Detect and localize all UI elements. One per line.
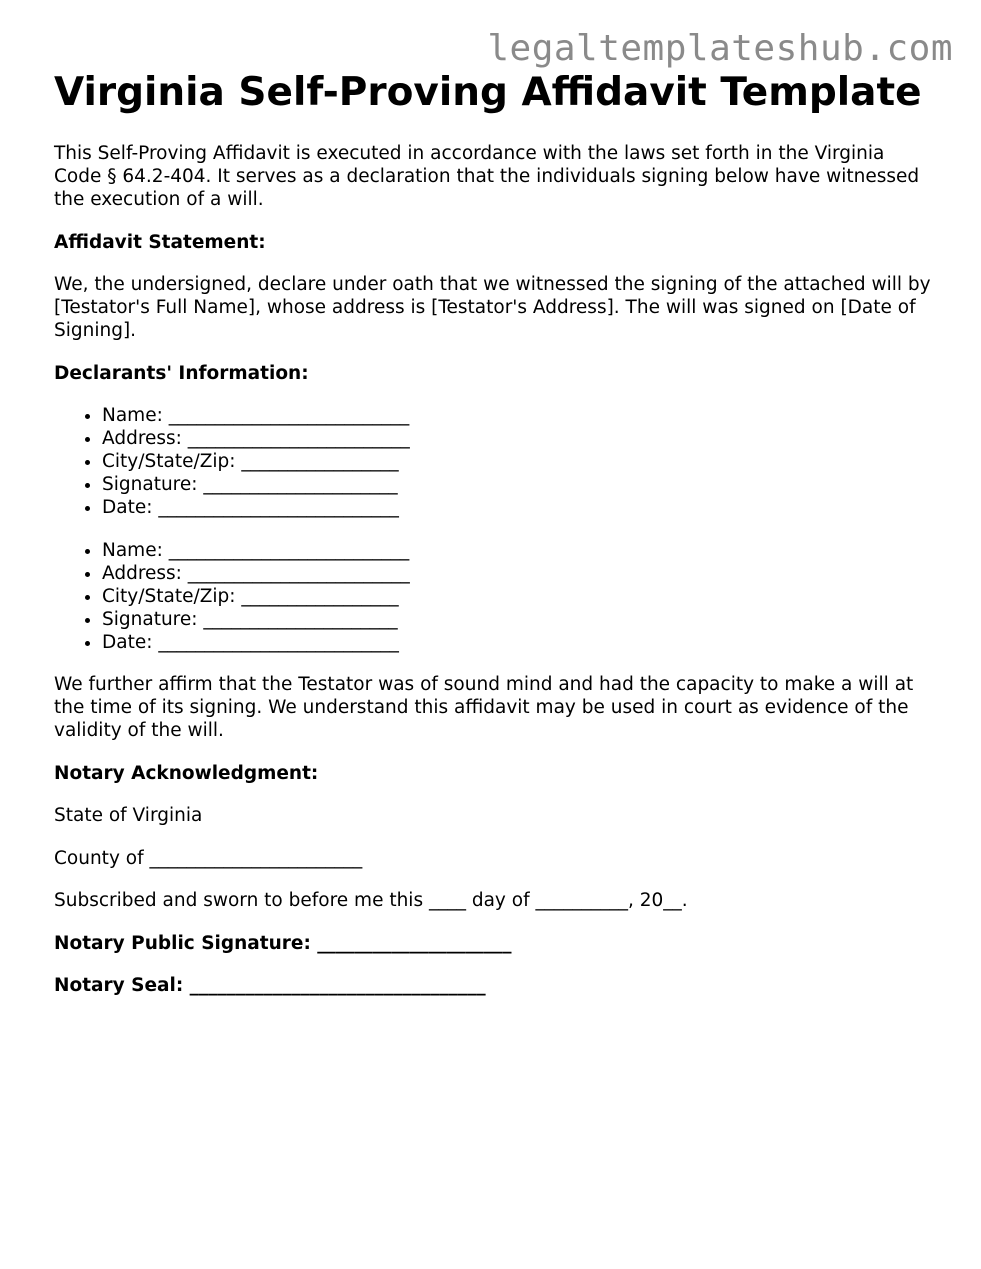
affidavit-heading: Affidavit Statement:	[54, 231, 266, 253]
notary-heading: Notary Acknowledgment:	[54, 762, 319, 784]
declarant-1-list	[54, 404, 934, 519]
watermark: legaltemplateshub.com	[487, 28, 953, 69]
declarant-2-name: • Name: __________________________	[102, 539, 934, 562]
declarant-2-city-state-zip: • City/State/Zip: _________________	[102, 585, 934, 608]
declarant-1-address: • Address: ________________________	[102, 427, 934, 450]
affidavit-statement: We, the undersigned, declare under oath that we witnessed the signing of the attached will by [Testator's Full Name], whose address is [Testator's Address]. The will was signed on [Date of Signing].	[54, 274, 931, 341]
intro-paragraph: This Self-Proving Affidavit is executed in accordance with the laws set forth in the Virginia Code § 64.2-404. It serves as a declaration that the individuals signing below have witnessed the execution of a will.	[54, 143, 920, 210]
affirmation-paragraph: We further affirm that the Testator was of sound mind and had the capacity to make a will at the time of its signing. We understand this affidavit may be used in court as evidence of the validity of the will.	[54, 674, 914, 741]
page-title: Virginia Self-Proving Affidavit Template	[54, 70, 922, 115]
declarants-heading: Declarants' Information:	[54, 362, 309, 384]
subscribed-line: Subscribed and sworn to before me this ____ day of __________, 20__.	[54, 890, 688, 911]
declarant-2-address: • Address: ________________________	[102, 562, 934, 585]
notary-seal-line: Notary Seal: ________________________________	[54, 975, 486, 996]
declarant-2-list	[54, 539, 934, 654]
document-body	[54, 70, 934, 1017]
declarant-1-date: • Date: __________________________	[102, 496, 934, 519]
state-line: State of Virginia	[54, 805, 203, 826]
declarant-1-city-state-zip: • City/State/Zip: _________________	[102, 450, 934, 473]
declarant-2-signature: • Signature: _____________________	[102, 608, 934, 631]
county-line: County of _______________________	[54, 847, 363, 869]
notary-signature-line: Notary Public Signature: _____________________	[54, 932, 512, 954]
declarant-1-signature: • Signature: _____________________	[102, 473, 934, 496]
declarant-1-name: • Name: __________________________	[102, 404, 934, 427]
declarant-2-date: • Date: __________________________	[102, 631, 934, 654]
